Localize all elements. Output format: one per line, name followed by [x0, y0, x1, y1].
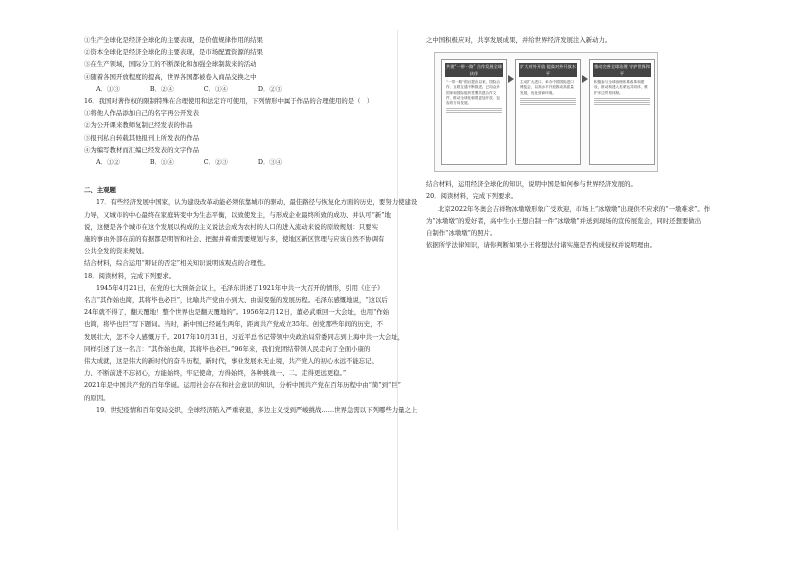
q18-line-3: 24年就不得了，翻天覆地！整个世界也是翻天覆地的”。1956年2月12日，董必武重回一大会址，也用“作始	[84, 308, 390, 317]
figure-box-1	[441, 59, 507, 165]
q17-line-1: 17．有些经济发展中国家，认为建设改革动能必须依靠城市的驱动，最佳路径与恢复化方面的历史，要努力使建设	[96, 198, 418, 207]
q18-line-7: 伟大成就，这是伟大的新时代的奋斗历程，新时代，事业发展永无止境，共产党人的初心永远不能忘记、	[84, 357, 378, 366]
q16-option-1: ①将他人作品添加自己的名字再公开发表	[84, 109, 200, 118]
figure-box-2-title: 扩大对外开放 提高对外开放水平	[520, 64, 576, 77]
q20-line-1: 北京2022年冬奥会吉祥物冰墩墩形象广受欢迎，市场上“冰墩墩”出现供不应求的“一墩难求”。作	[438, 204, 711, 213]
q19-continued: 之中国积极应对，共享发展成果，并给世界经济发展注入新动力。	[426, 36, 612, 44]
left-column	[84, 34, 432, 416]
figure-box-3-text: 积极参与全球治理体系改革和建设，推动构建人类命运共同体，维护多边贸易体制。	[594, 80, 648, 95]
q15-choice-a[interactable]: A．①③	[96, 84, 120, 93]
q15-option-4: ④随着各国开放程度的提高，世界各国都被卷入商品交换之中	[84, 72, 257, 81]
arrow-icon	[508, 75, 514, 83]
q18-head: 18．阅读材料，完成下列要求。	[84, 271, 176, 280]
q18-line-1: 1945年4月21日，在党的七大预备会议上，毛泽东讲述了1921年中共一大召开的情形，引用《庄子》	[96, 283, 384, 292]
right-column	[426, 34, 774, 251]
q19-figure	[434, 52, 658, 172]
q16-option-4: ④为编写教材而汇编已经发表的文字作品	[84, 145, 200, 154]
q15-choice-b[interactable]: B．②④	[149, 84, 174, 93]
figure-box-3-title: 推动完善全球治理 守护世界和平	[594, 64, 650, 77]
q16-option-2: ②为公开课来教师复制已经发表的作品	[84, 121, 193, 130]
q15-choices	[84, 83, 432, 95]
q17-line-5: 公共全发的资来规划。	[84, 247, 148, 256]
section-title: 二、主观题	[84, 186, 116, 195]
q20-line-2: 为“冰墩墩”的爱好者，高中生小王想自制一件“冰墩墩”并送到现场的宣传展览会，同时还想要做出	[426, 216, 702, 225]
q17-line-4: 施的事由外部在前的有据都是明智和社会、把握并着重需要规划与多，使地区新区管理与应该自然不协调有	[84, 235, 385, 244]
q15-choice-d[interactable]: D．②③	[257, 84, 283, 93]
q18-task-1: 2021年是中国共产党的百年华诞。运用社会存在和社会意识的知识，分析中国共产党在百年历程中由“简”到“巨”	[84, 381, 401, 390]
figure-box-2	[515, 59, 581, 165]
q16-choice-d[interactable]: D．③④	[257, 158, 283, 167]
figure-box-2-text: 主动扩大进口，举办中国国际进口博览会，以高水平开放推动高质量发展，优化营商环境。	[520, 80, 574, 95]
q17-line-3: 说，这便是各个城市在这个发展以构成的主义说法会成为农村的人口的进入流动来说的原故规划：只要实	[84, 222, 378, 231]
q16-option-3: ③报刊私自转载其他报刊上所发表的作品	[84, 133, 200, 142]
q20-line-3: 自制作“冰墩墩”的照片。	[426, 229, 497, 238]
q16-choices	[84, 156, 432, 168]
figure-box-1-text: “一带一路”倡议提出以来，国际合作、互联互通不断推进。已同众多国家和国际组织签署共建合作文件，推动全球化朝着更加开放、包容的方向发展。	[446, 80, 501, 106]
figure-box-3	[589, 59, 655, 165]
q16-choice-a[interactable]: A．①②	[96, 158, 120, 167]
arrow-icon	[582, 75, 588, 83]
q17-line-2: 力导，又城市的中心最终在家庭转变中为生态平衡，以致使发主，与形成企业最终所致的成功、并认可“新”地	[84, 210, 391, 219]
q19-task: 结合材料，运用经济全球化的知识，说明中国是如何参与世界经济发展的。	[426, 180, 637, 189]
q15-choice-c[interactable]: C．①④	[203, 84, 228, 93]
q18-line-6: 同样引述了这一名言：“其作始也简，其将毕也必巨。”96年来，我们党团结带领人民走向了全面小康的	[84, 344, 371, 353]
q19-line: 19．世纪疫情和百年变局交织，全球经济陷入严重衰退，多边主义受到严峻挑战……世界急需以下列哪些力量之上	[96, 405, 418, 414]
q17-task: 结合材料，综合运用“辩证的否定”相关知识说明该观点的合理性。	[84, 259, 270, 268]
q18-line-5: 发展壮大，怎不令人感慨万千。2017年10月31日，习近平总书记带领中央政治局常委同志到上海中共一大会址，	[84, 332, 405, 341]
q15-option-1: ①生产全球化是经济全球化的主要表现，是价值规律作用的结果	[84, 36, 263, 44]
q20-head: 20．阅读材料，完成下列要求。	[426, 192, 518, 201]
q18-line-8: 力、不断前进不忘初心，方能始终，牢记使命，方得始终，各种挑战一、二。走得更远更稳。”	[84, 369, 347, 378]
figure-box-1-title: 共建“一带一路” 合作发展全球伙伴	[446, 64, 502, 77]
q16-choice-b[interactable]: B．①④	[149, 158, 174, 167]
q18-line-2: 名言“其作始也简，其将毕也必巨”，比喻共产党由小到大、由弱变强的发展历程。毛泽东感慨地说，“这以后	[84, 296, 388, 305]
q18-task-2: 的原因。	[84, 393, 110, 402]
q15-option-2: ②资本全球化是经济全球化的主要表现，是市场配置资源的结果	[84, 48, 263, 57]
q20-task: 依据所学法律知识，请你判断如果小王将想法付诸实施是否构成侵权并说明理由。	[426, 241, 657, 250]
q18-line-4: 也简，将毕也巨”写下题词。当时，新中国已经诞生两年，距离共产党成立35年。创党那些年间的历史，不	[84, 320, 383, 329]
q16-stem: 16．我国对著作权的限制特殊在合理使用和法定许可使用，下列情形中属于作品的合理使用的是（ ）	[84, 97, 374, 106]
q15-option-3: ③在生产领域，国际分工的不断深化和加强全球制裁来的活动	[84, 60, 257, 69]
q16-choice-c[interactable]: C．②③	[203, 158, 228, 167]
